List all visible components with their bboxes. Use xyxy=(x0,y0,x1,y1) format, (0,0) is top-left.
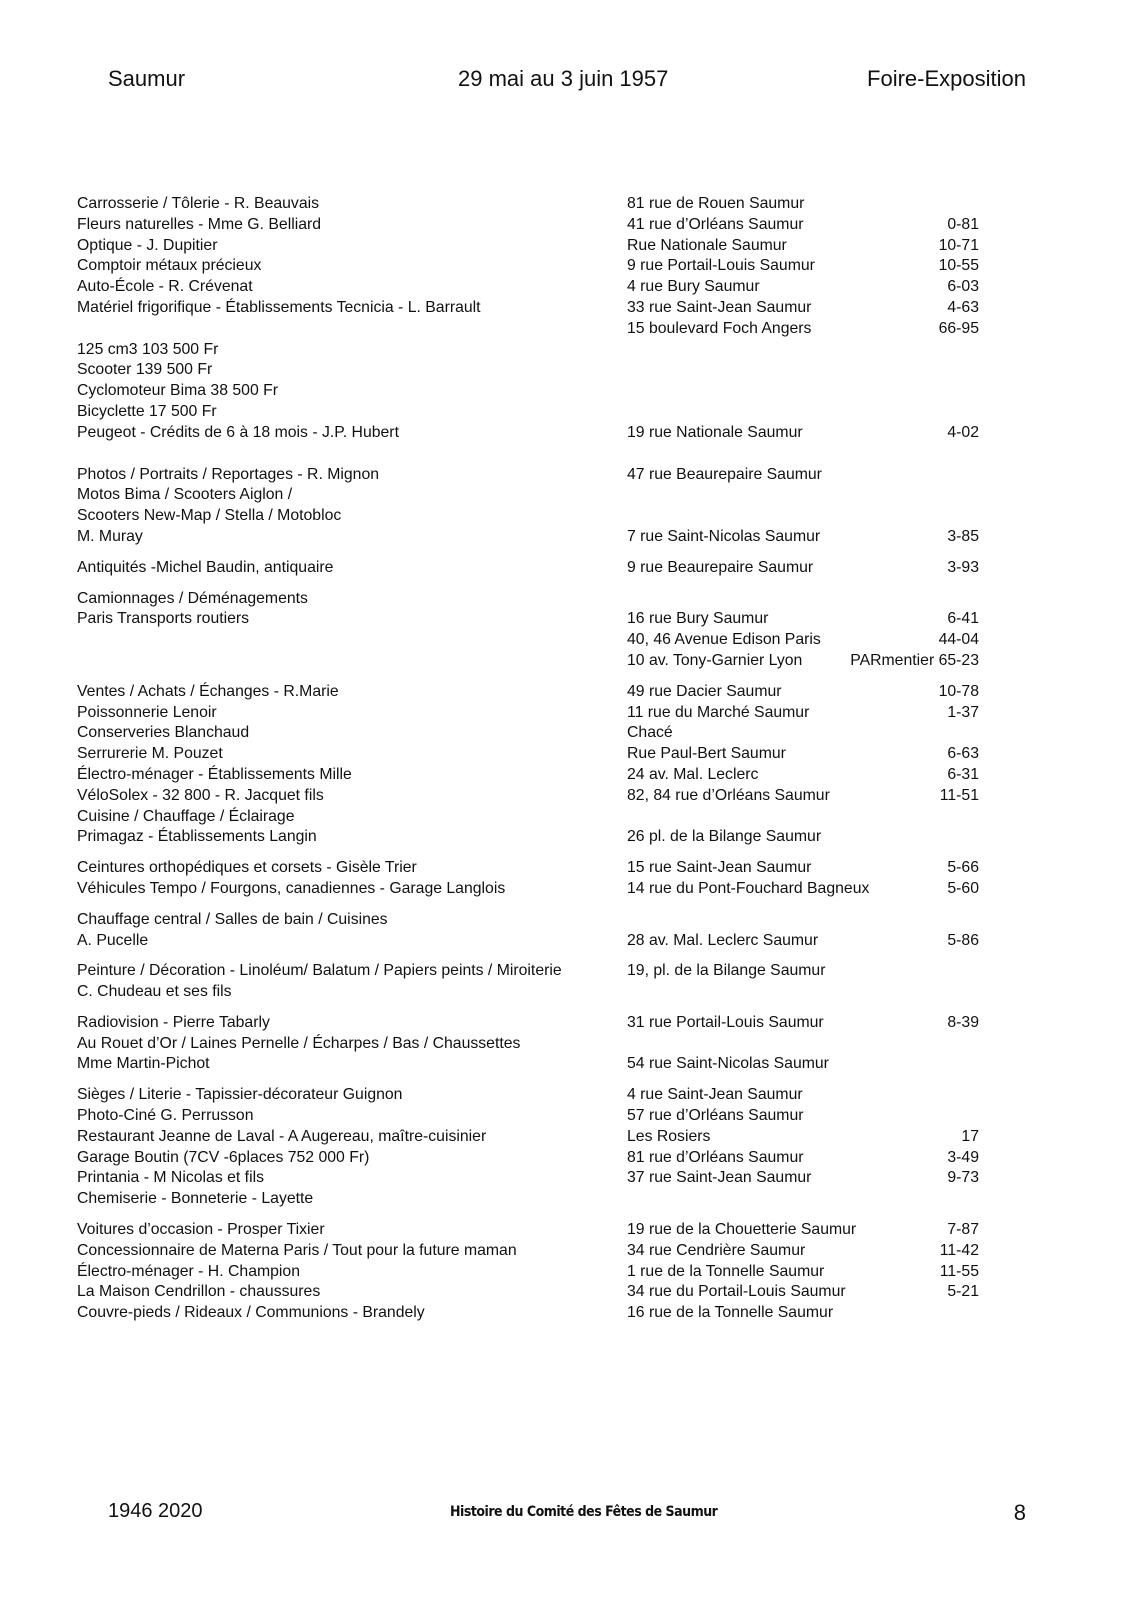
list-item xyxy=(77,465,1017,486)
entry-business: Scooter 139 500 Fr xyxy=(77,361,213,379)
entry-address: 47 rue Beaurepaire Saumur xyxy=(627,465,822,483)
list-item xyxy=(77,879,1017,900)
entry-business: Peinture / Décoration - Linoléum/ Balatum / Papiers peints / Miroiterie xyxy=(77,962,562,980)
entry-business: Garage Boutin (7CV -6places 752 000 Fr) xyxy=(77,1148,370,1166)
list-item xyxy=(77,527,1017,548)
entry-business: Électro-ménager - H. Champion xyxy=(77,1262,300,1280)
entry-phone: 3-49 xyxy=(947,1148,979,1166)
page-number: 8 xyxy=(1013,1500,1026,1525)
entry-phone: PARmentier 65-23 xyxy=(850,651,979,669)
entry-address: 28 av. Mal. Leclerc Saumur xyxy=(627,931,819,949)
list-item xyxy=(77,744,1017,765)
entry-business: Ceintures orthopédiques et corsets - Gisèle Trier xyxy=(77,859,417,877)
entry-phone: 6-03 xyxy=(947,278,979,296)
list-item xyxy=(77,298,1017,319)
entry-address: 81 rue d’Orléans Saumur xyxy=(627,1148,804,1166)
entry-business: Comptoir métaux précieux xyxy=(77,257,262,275)
list-item xyxy=(77,1054,1017,1075)
entry-address: 24 av. Mal. Leclerc xyxy=(627,765,759,783)
entry-address: Rue Nationale Saumur xyxy=(627,236,787,254)
header-location: Saumur xyxy=(108,66,186,91)
entry-phone: 10-78 xyxy=(938,682,979,700)
advertiser-list xyxy=(77,194,1017,1324)
entry-business: Primagaz - Établissements Langin xyxy=(77,828,317,846)
entry-business: La Maison Cendrillon - chaussures xyxy=(77,1283,321,1301)
entry-address: 15 boulevard Foch Angers xyxy=(627,319,812,337)
entry-phone: 9-73 xyxy=(947,1169,979,1187)
list-item xyxy=(77,1282,1017,1303)
entry-phone: 11-42 xyxy=(939,1241,979,1259)
entry-phone: 17 xyxy=(961,1127,979,1145)
list-item xyxy=(77,194,1017,215)
entry-phone: 4-02 xyxy=(947,423,979,441)
entry-business: A. Pucelle xyxy=(77,931,149,949)
list-item xyxy=(77,1168,1017,1189)
entry-business: Paris Transports routiers xyxy=(77,610,250,628)
entry-business: M. Muray xyxy=(77,527,143,545)
entry-address: 10 av. Tony-Garnier Lyon xyxy=(627,651,803,669)
entry-address: 26 pl. de la Bilange Saumur xyxy=(627,828,822,846)
list-item xyxy=(77,558,1017,579)
page-header xyxy=(0,66,1132,96)
entry-address: 16 rue Bury Saumur xyxy=(627,610,769,628)
entry-address: 41 rue d’Orléans Saumur xyxy=(627,215,804,233)
entry-phone: 3-93 xyxy=(947,558,979,576)
entry-address: 34 rue Cendrière Saumur xyxy=(627,1241,806,1259)
entry-business: Ventes / Achats / Échanges - R.Marie xyxy=(77,682,339,700)
entry-business: Matériel frigorifique - Établissements Tecnicia - L. Barrault xyxy=(77,298,481,316)
entry-business: Voitures d’occasion - Prosper Tixier xyxy=(77,1221,325,1239)
entry-address: Chacé xyxy=(627,724,673,742)
entry-address: 33 rue Saint-Jean Saumur xyxy=(627,298,812,316)
list-item xyxy=(77,682,1017,703)
list-item xyxy=(77,723,1017,744)
list-item xyxy=(77,215,1017,236)
list-item xyxy=(77,858,1017,879)
entry-address: 40, 46 Avenue Edison Paris xyxy=(627,631,821,649)
list-item xyxy=(77,910,1017,931)
entry-address: 9 rue Portail-Louis Saumur xyxy=(627,257,815,275)
list-item xyxy=(77,1148,1017,1169)
list-item xyxy=(77,1241,1017,1262)
list-item xyxy=(77,961,1017,982)
list-item xyxy=(77,402,1017,423)
entry-address: 34 rue du Portail-Louis Saumur xyxy=(627,1283,846,1301)
entry-address: 14 rue du Pont-Fouchard Bagneux xyxy=(627,879,870,897)
entry-address: 4 rue Saint-Jean Saumur xyxy=(627,1086,803,1104)
list-item xyxy=(77,827,1017,848)
entry-address: 19 rue Nationale Saumur xyxy=(627,423,803,441)
entry-phone: 6-63 xyxy=(947,745,979,763)
list-item xyxy=(77,236,1017,257)
footer-years: 1946 2020 xyxy=(108,1500,203,1522)
entry-address: 57 rue d’Orléans Saumur xyxy=(627,1107,804,1125)
list-item xyxy=(77,609,1017,630)
entry-address: 1 rue de la Tonnelle Saumur xyxy=(627,1262,825,1280)
list-item xyxy=(77,1034,1017,1055)
entry-phone: 1-37 xyxy=(947,703,979,721)
list-item xyxy=(77,256,1017,277)
entry-phone: 0-81 xyxy=(947,215,979,233)
entry-business: Photo-Ciné G. Perrusson xyxy=(77,1107,254,1125)
list-item xyxy=(77,703,1017,724)
footer-book-title: Histoire du Comité des Fêtes de Saumur xyxy=(450,1504,718,1520)
list-item xyxy=(77,423,1017,444)
entry-business: C. Chudeau et ses fils xyxy=(77,983,232,1001)
entry-address: 37 rue Saint-Jean Saumur xyxy=(627,1169,812,1187)
entry-phone: 5-66 xyxy=(947,859,979,877)
entry-phone: 10-55 xyxy=(938,257,979,275)
entry-business: VéloSolex - 32 800 - R. Jacquet fils xyxy=(77,786,324,804)
entry-business: Couvre-pieds / Rideaux / Communions - Brandely xyxy=(77,1304,425,1322)
entry-address: 11 rue du Marché Saumur xyxy=(627,703,810,721)
list-item xyxy=(77,506,1017,527)
entry-business: Peugeot - Crédits de 6 à 18 mois - J.P. Hubert xyxy=(77,423,399,441)
entry-phone: 11-51 xyxy=(939,786,979,804)
list-item xyxy=(77,1106,1017,1127)
list-item xyxy=(77,340,1017,361)
list-item xyxy=(77,1085,1017,1106)
list-item xyxy=(77,765,1017,786)
entry-business: Concessionnaire de Materna Paris / Tout pour la future maman xyxy=(77,1241,517,1259)
list-item xyxy=(77,360,1017,381)
entry-business: 125 cm3 103 500 Fr xyxy=(77,340,219,358)
list-item xyxy=(77,319,1017,340)
entry-business: Poissonnerie Lenoir xyxy=(77,703,217,721)
entry-business: Cuisine / Chauffage / Éclairage xyxy=(77,807,295,825)
header-event: Foire-Exposition xyxy=(867,66,1026,91)
entry-address: 19 rue de la Chouetterie Saumur xyxy=(627,1221,857,1239)
entry-business: Motos Bima / Scooters Aiglon / xyxy=(77,486,293,504)
entry-business: Fleurs naturelles - Mme G. Belliard xyxy=(77,215,322,233)
entry-business: Serrurerie M. Pouzet xyxy=(77,745,223,763)
entry-phone: 6-41 xyxy=(947,610,979,628)
list-item xyxy=(77,931,1017,952)
entry-address: 4 rue Bury Saumur xyxy=(627,278,760,296)
entry-business: Cyclomoteur Bima 38 500 Fr xyxy=(77,382,279,400)
entry-address: 7 rue Saint-Nicolas Saumur xyxy=(627,527,821,545)
entry-business: Mme Martin-Pichot xyxy=(77,1055,210,1073)
list-item xyxy=(77,1220,1017,1241)
entry-address: 49 rue Dacier Saumur xyxy=(627,682,782,700)
entry-address: Rue Paul-Bert Saumur xyxy=(627,745,786,763)
list-item xyxy=(77,1013,1017,1034)
list-item xyxy=(77,651,1017,672)
entry-address: 15 rue Saint-Jean Saumur xyxy=(627,859,812,877)
entry-address: 16 rue de la Tonnelle Saumur xyxy=(627,1304,834,1322)
entry-address: 19, pl. de la Bilange Saumur xyxy=(627,962,826,980)
list-item xyxy=(77,630,1017,651)
entry-business: Au Rouet d’Or / Laines Pernelle / Écharpes / Bas / Chaussettes xyxy=(77,1034,521,1052)
entry-business: Chemiserie - Bonneterie - Layette xyxy=(77,1190,314,1208)
entry-business: Conserveries Blanchaud xyxy=(77,724,250,742)
entry-business: Radiovision - Pierre Tabarly xyxy=(77,1013,270,1031)
entry-business: Scooters New-Map / Stella / Motobloc xyxy=(77,507,342,525)
entry-address: 81 rue de Rouen Saumur xyxy=(627,195,805,212)
entry-business: Printania - M Nicolas et fils xyxy=(77,1169,264,1187)
header-dates: 29 mai au 3 juin 1957 xyxy=(458,66,669,91)
entry-phone: 6-31 xyxy=(947,765,979,783)
list-item xyxy=(77,786,1017,807)
entry-phone: 5-86 xyxy=(947,931,979,949)
list-item xyxy=(77,381,1017,402)
entry-phone: 11-55 xyxy=(939,1262,979,1280)
entry-address: 54 rue Saint-Nicolas Saumur xyxy=(627,1055,829,1073)
entry-address: 9 rue Beaurepaire Saumur xyxy=(627,558,814,576)
list-item xyxy=(77,1303,1017,1324)
entry-business: Carrosserie / Tôlerie - R. Beauvais xyxy=(77,195,320,212)
entry-business: Véhicules Tempo / Fourgons, canadiennes - Garage Langlois xyxy=(77,879,506,897)
entry-business: Restaurant Jeanne de Laval - A Augereau, maître-cuisinier xyxy=(77,1127,487,1145)
entry-phone: 4-63 xyxy=(947,298,979,316)
entry-phone: 7-87 xyxy=(947,1221,979,1239)
entry-business: Optique - J. Dupitier xyxy=(77,236,218,254)
entry-phone: 3-85 xyxy=(947,527,979,545)
entry-phone: 44-04 xyxy=(938,631,979,649)
entry-phone: 8-39 xyxy=(947,1013,979,1031)
entry-business: Photos / Portraits / Reportages - R. Mignon xyxy=(77,465,380,483)
entry-business: Antiquités -Michel Baudin, antiquaire xyxy=(77,558,334,576)
entry-business: Sièges / Literie - Tapissier-décorateur Guignon xyxy=(77,1086,403,1104)
entry-phone: 66-95 xyxy=(938,319,979,337)
entry-address: Les Rosiers xyxy=(627,1127,711,1145)
entry-address: 82, 84 rue d’Orléans Saumur xyxy=(627,786,830,804)
list-item xyxy=(77,1262,1017,1283)
entry-phone: 5-21 xyxy=(947,1283,979,1301)
list-item xyxy=(77,1127,1017,1148)
entry-phone: 10-71 xyxy=(938,236,979,254)
list-item xyxy=(77,807,1017,828)
entry-business: Bicyclette 17 500 Fr xyxy=(77,402,217,420)
list-item xyxy=(77,1189,1017,1210)
entry-address: 31 rue Portail-Louis Saumur xyxy=(627,1013,824,1031)
list-item xyxy=(77,277,1017,298)
entry-phone: 5-60 xyxy=(947,879,979,897)
entry-business: Chauffage central / Salles de bain / Cuisines xyxy=(77,910,388,928)
page-footer xyxy=(0,1500,1132,1530)
entry-business: Camionnages / Déménagements xyxy=(77,589,308,607)
list-item xyxy=(77,589,1017,610)
entry-business: Électro-ménager - Établissements Mille xyxy=(77,765,352,783)
entry-business: Auto-École - R. Crévenat xyxy=(77,278,253,296)
list-item xyxy=(77,485,1017,506)
list-item xyxy=(77,982,1017,1003)
